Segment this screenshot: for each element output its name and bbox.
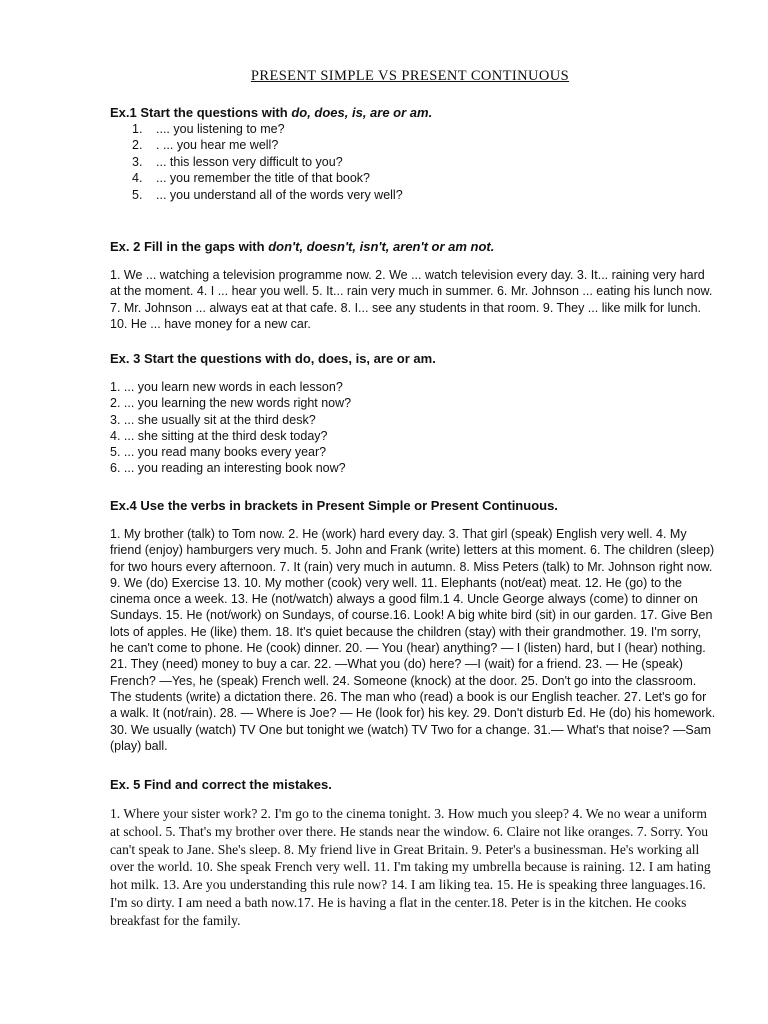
exercise-2-heading-prefix: Ex. 2 Fill in the gaps with bbox=[110, 239, 269, 254]
list-item: 4. ... she sitting at the third desk today? bbox=[110, 428, 328, 443]
list-item-number: 2. bbox=[132, 138, 143, 153]
exercise-2-heading bbox=[110, 238, 716, 255]
list-item: 2. ... you learning the new words right now? bbox=[110, 396, 352, 411]
list-item-number: 4. bbox=[132, 171, 143, 186]
list-item: 1. ... you learn new words in each lesson? bbox=[110, 380, 343, 394]
exercise-2-text: 1. We ... watching a television programme now. 2. We ... watch television every day. 3. It... raining very hard at the moment. 4. I ... hear you well. 5. It... rain very much in summer. 6. Mr. Johnson ... eating his lunch now. 7. Mr. Johnson ... always eat at that cafe. 8. I... see any students in that room. 9. They ... like milk for lunch. 10. He ... have money for a new car. bbox=[110, 268, 713, 331]
exercise-5-text: 1. Where your sister work? 2. I'm go to the cinema tonight. 3. How much you sleep? 4. We no wear a uniform at school. 5. That's my brother over there. He stands near the window. 6. Claire not like oranges. 7. Sorry. You can't speak to Jane. She's sleep. 8. My friend live in Great Britain. 9. Peter's a businessman. He's working all over the world. 10. She speak French very well. 11. I'm taking my umbrella because is raining. 12. I am hating hot milk. 13. Are you understanding this rule now? 14. I am liking tea. 15. He is speaking three languages.16. I'm so dirty. I am need a bath now.17. He is having a flat in the center.18. Peter is in the kitchen. He cooks breakfast for the family. bbox=[110, 806, 711, 928]
exercise-3-list bbox=[110, 379, 716, 477]
page-title: PRESENT SIMPLE VS PRESENT CONTINUOUS bbox=[250, 68, 570, 84]
exercise-4 bbox=[110, 497, 716, 754]
list-item bbox=[110, 170, 716, 186]
exercise-1 bbox=[110, 104, 716, 203]
list-item bbox=[110, 187, 716, 203]
list-item bbox=[110, 154, 716, 170]
exercise-2 bbox=[110, 238, 716, 332]
exercise-3 bbox=[110, 350, 716, 477]
exercise-5-heading: Ex. 5 Find and correct the mistakes. bbox=[110, 777, 332, 792]
list-item-text: . ... you hear me well? bbox=[156, 138, 279, 153]
exercise-1-heading bbox=[110, 104, 716, 121]
list-item: 6. ... you reading an interesting book now? bbox=[110, 461, 346, 476]
exercise-1-heading-prefix: Ex.1 Start the questions with bbox=[110, 105, 292, 120]
exercise-1-list bbox=[110, 121, 716, 203]
list-item bbox=[110, 137, 716, 153]
list-item: 3. ... she usually sit at the third desk? bbox=[110, 412, 316, 427]
list-item-text: .... you listening to me? bbox=[156, 122, 285, 136]
exercise-4-text: 1. My brother (talk) to Tom now. 2. He (work) hard every day. 3. That girl (speak) English very well. 4. My friend (enjoy) hamburgers very much. 5. John and Frank (write) letters at this moment. 6. The children (sleep) for two hours every afternoon. 7. It (rain) very much in autumn. 8. Miss Peters (talk) to Mr. Johnson right now. 9. We (do) Exercise 13. 10. My mother (cook) very well. 11. Elephants (not/eat) meat. 12. He (go) to the cinema once a week. 13. He (not/watch) always a good film.1 4. Uncle George always (come) to dinner on Sundays. 15. He (not/work) on Sundays, of course.16. Look! A big white bird (sit) in our garden. 17. Give Ben lots of apples. He (like) them. 18. It's quiet because the children (stay) with their grandmother. 19. I'm sorry, he can't come to phone. He (cook) dinner. 20. — You (hear) anything? — I (listen) hard, but I (hear) nothing. 21. They (need) money to buy a car. 22. —What you (do) here? —I (wait) for a friend. 23. — He (speak) French? —Yes, he (speak) French well. 24. Someone (knock) at the door. 25. Don't go into the classroom. The students (write) a dictation there. 26. The man who (read) a book is our English teacher. 27. Let's go for a walk. It (not/rain). 28. — Where is Joe? — He (look for) his key. 29. Don't disturb Ed. He (do) his homework. 30. We usually (watch) TV One but tonight we (watch) TV Two for a change. 31.— What's that noise? —Sam (play) ball. bbox=[110, 527, 716, 753]
list-item-text: ... you understand all of the words very well? bbox=[156, 187, 403, 202]
exercise-3-heading: Ex. 3 Start the questions with do, does, is, are or am. bbox=[110, 351, 436, 366]
list-item-number: 1. bbox=[132, 122, 143, 136]
exercise-4-heading: Ex.4 Use the verbs in brackets in Present Simple or Present Continuous. bbox=[110, 498, 558, 513]
exercise-2-heading-words: don't, doesn't, isn't, aren't or am not. bbox=[268, 239, 495, 254]
list-item-number: 5. bbox=[132, 187, 143, 202]
list-item-text: ... you remember the title of that book? bbox=[156, 171, 371, 186]
list-item-number: 3. bbox=[132, 154, 143, 169]
list-item bbox=[110, 121, 716, 137]
exercise-1-heading-words: do, does, is, are or am. bbox=[291, 105, 433, 120]
list-item-text: ... this lesson very difficult to you? bbox=[156, 154, 343, 169]
exercise-5 bbox=[110, 776, 716, 930]
list-item: 5. ... you read many books every year? bbox=[110, 445, 327, 460]
